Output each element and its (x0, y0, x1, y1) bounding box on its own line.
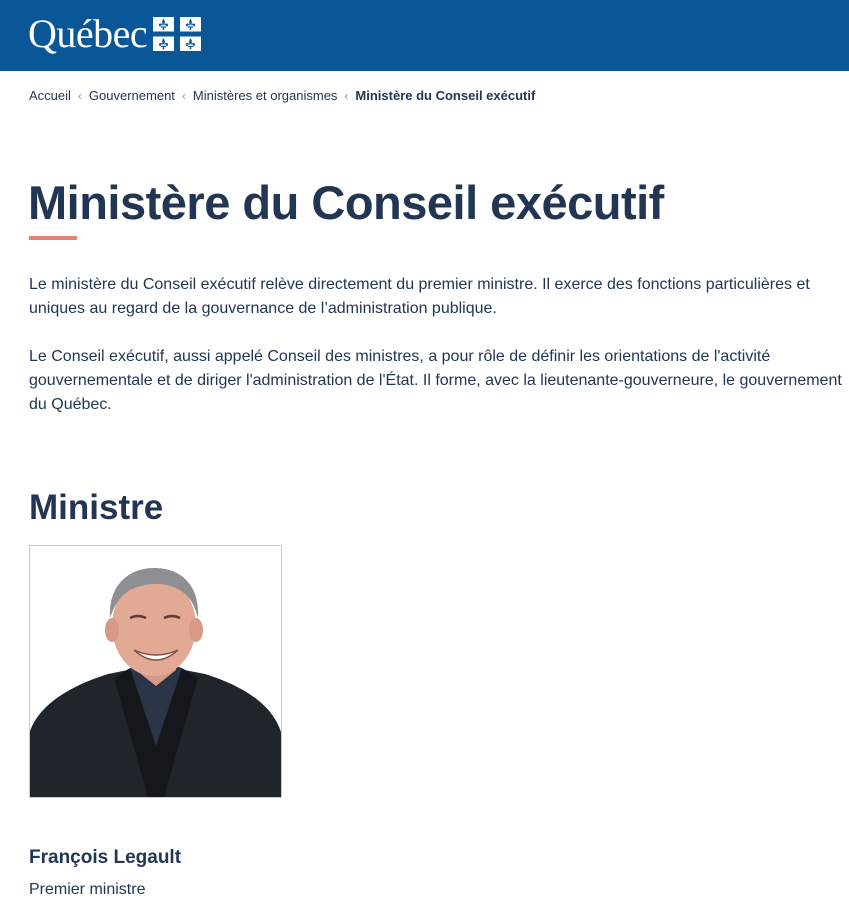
fleurdelise-flag-icon (153, 17, 201, 51)
logo-text: Québec (28, 11, 148, 56)
breadcrumb-current: Ministère du Conseil exécutif (355, 88, 536, 103)
chevron-left-icon: ‹ (77, 88, 82, 103)
quebec-logo-link[interactable] (28, 11, 201, 57)
breadcrumb-link-accueil[interactable]: Accueil (29, 88, 71, 103)
breadcrumb-link-gouvernement[interactable]: Gouvernement (88, 88, 175, 103)
chevron-left-icon: ‹ (181, 88, 186, 103)
intro-paragraph: Le ministère du Conseil exécutif relève directement du premier ministre. Il exerce des fonctions particulières et uniques au regard de la gouvernance de l’administration publique. (29, 276, 810, 317)
council-paragraph: Le Conseil exécutif, aussi appelé Conseil des ministres, a pour rôle de définir les orientations de l'activité gouvernementale et de diriger l'administration de l'État. Il forme, avec la lieutenante-gouverneure, le gouvernement du Québec. (29, 348, 842, 413)
title-accent-bar (29, 236, 77, 240)
breadcrumb-link-ministeres[interactable]: Ministères et organismes (192, 88, 338, 103)
section-heading-ministre: Ministre (29, 488, 164, 527)
chevron-left-icon: ‹ (344, 88, 349, 103)
breadcrumb (29, 88, 535, 103)
site-header (0, 0, 849, 71)
minister-name: François Legault (29, 847, 182, 868)
page-title: Ministère du Conseil exécutif (28, 176, 664, 229)
portrait-illustration (30, 546, 281, 797)
minister-portrait (29, 545, 282, 798)
minister-role: Premier ministre (29, 881, 146, 898)
